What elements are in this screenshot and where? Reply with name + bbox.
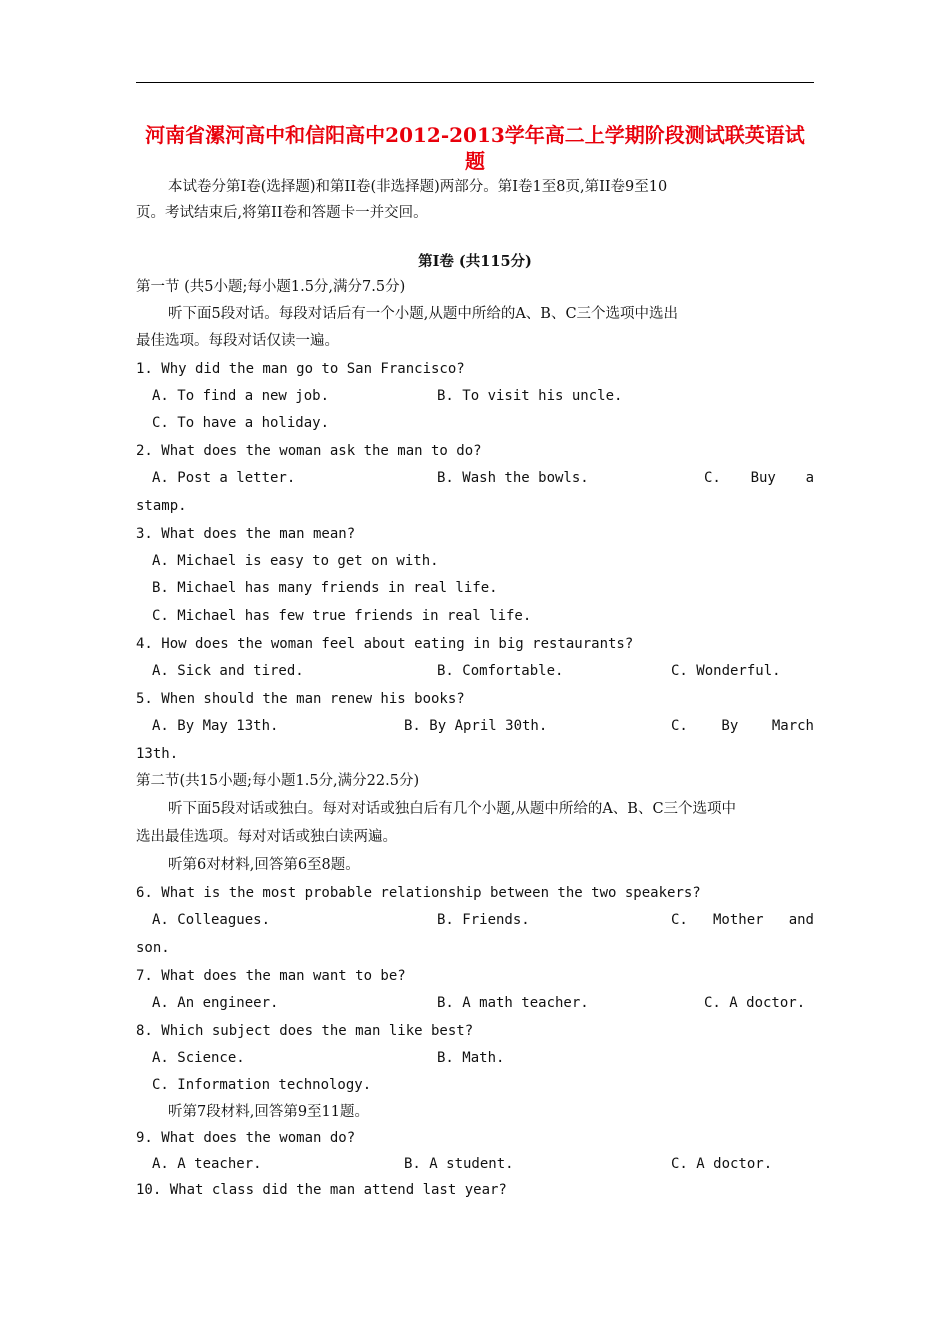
question-9-stem: 9. What does the woman do? xyxy=(136,1130,356,1146)
option-word: Buy xyxy=(750,470,776,486)
question-6-stem: 6. What is the most probable relationship between the two speakers? xyxy=(136,885,701,901)
question-1-option-c: C. To have a holiday. xyxy=(152,415,330,431)
question-3-option-b: B. Michael has many friends in real life. xyxy=(152,580,498,596)
question-1-option-a: A. To find a new job. xyxy=(152,388,330,404)
question-3-option-c: C. Michael has few true friends in real life. xyxy=(152,608,532,624)
question-8-stem: 8. Which subject does the man like best? xyxy=(136,1023,474,1039)
question-7-option-a: A. An engineer. xyxy=(152,995,279,1011)
option-letter: C. xyxy=(671,718,688,734)
section2-instruction-2: 选出最佳选项。每对对话或独白读两遍。 xyxy=(136,829,397,845)
question-8-option-c: C. Information technology. xyxy=(152,1077,372,1093)
question-7-option-c: C. A doctor. xyxy=(704,995,806,1011)
option-word: Mother xyxy=(712,912,764,928)
intro-line-1: 本试卷分第Ⅰ卷(选择题)和第II卷(非选择题)两部分。第Ⅰ卷1至8页,第II卷9至10 xyxy=(168,179,668,195)
question-9-option-b: B. A student. xyxy=(404,1156,514,1172)
option-word: By xyxy=(721,718,739,734)
question-10-stem: 10. What class did the man attend last year? xyxy=(136,1182,507,1198)
question-9-option-a: A. A teacher. xyxy=(152,1156,262,1172)
question-6-option-a: A. Colleagues. xyxy=(152,912,271,928)
question-2-option-a: A. Post a letter. xyxy=(152,470,296,486)
question-1-option-b: B. To visit his uncle. xyxy=(437,388,623,404)
question-5-stem: 5. When should the man renew his books? xyxy=(136,691,465,707)
question-3-option-a: A. Michael is easy to get on with. xyxy=(152,553,439,569)
question-2-option-c-wrap: stamp. xyxy=(136,498,187,514)
section2-heading: 第二节(共15小题;每小题1.5分,满分22.5分) xyxy=(136,773,420,789)
question-5-option-a: A. By May 13th. xyxy=(152,718,279,734)
question-8-option-a: A. Science. xyxy=(152,1050,245,1066)
question-7-option-b: B. A math teacher. xyxy=(437,995,589,1011)
question-4-stem: 4. How does the woman feel about eating in big restaurants? xyxy=(136,636,634,652)
material-6-instruction: 听第6对材料,回答第6至8题。 xyxy=(168,857,360,873)
intro-line-2: 页。考试结束后,将第II卷和答题卡一并交回。 xyxy=(136,205,428,221)
question-5-option-c-wrap: 13th. xyxy=(136,746,179,762)
question-1-stem: 1. Why did the man go to San Francisco? xyxy=(136,361,465,377)
question-5-option-c xyxy=(671,716,814,736)
option-letter: C. xyxy=(671,912,688,928)
header-rule xyxy=(136,82,814,83)
question-2-stem: 2. What does the woman ask the man to do? xyxy=(136,443,482,459)
question-4-option-c: C. Wonderful. xyxy=(671,663,781,679)
question-7-stem: 7. What does the man want to be? xyxy=(136,968,406,984)
question-6-option-c-wrap: son. xyxy=(136,940,170,956)
part1-heading: 第Ⅰ卷 (共115分) xyxy=(418,253,532,270)
question-5-option-b: B. By April 30th. xyxy=(404,718,548,734)
option-letter: C. xyxy=(704,470,721,486)
question-6-option-b: B. Friends. xyxy=(437,912,530,928)
option-word: and xyxy=(788,912,814,928)
section2-instruction-1: 听下面5段对话或独白。每对对话或独白后有几个小题,从题中所给的A、B、C三个选项中 xyxy=(168,801,737,817)
section1-instruction-2: 最佳选项。每段对话仅读一遍。 xyxy=(136,333,339,349)
section1-heading: 第一节 (共5小题;每小题1.5分,满分7.5分) xyxy=(136,279,406,295)
section1-instruction-1: 听下面5段对话。每段对话后有一个小题,从题中所给的A、B、C三个选项中选出 xyxy=(168,306,679,322)
question-3-stem: 3. What does the man mean? xyxy=(136,526,356,542)
question-4-option-a: A. Sick and tired. xyxy=(152,663,304,679)
option-word: a xyxy=(805,470,814,486)
question-8-option-b: B. Math. xyxy=(437,1050,505,1066)
question-2-option-b: B. Wash the bowls. xyxy=(437,470,589,486)
material-7-instruction: 听第7段材料,回答第9至11题。 xyxy=(168,1104,370,1120)
question-6-option-c xyxy=(671,910,814,930)
question-9-option-c: C. A doctor. xyxy=(671,1156,773,1172)
question-2-option-c xyxy=(704,468,814,488)
page-title: 河南省漯河高中和信阳高中2012-2013学年高二上学期阶段测试联英语试题 xyxy=(145,123,805,173)
question-4-option-b: B. Comfortable. xyxy=(437,663,564,679)
option-word: March xyxy=(771,718,814,734)
